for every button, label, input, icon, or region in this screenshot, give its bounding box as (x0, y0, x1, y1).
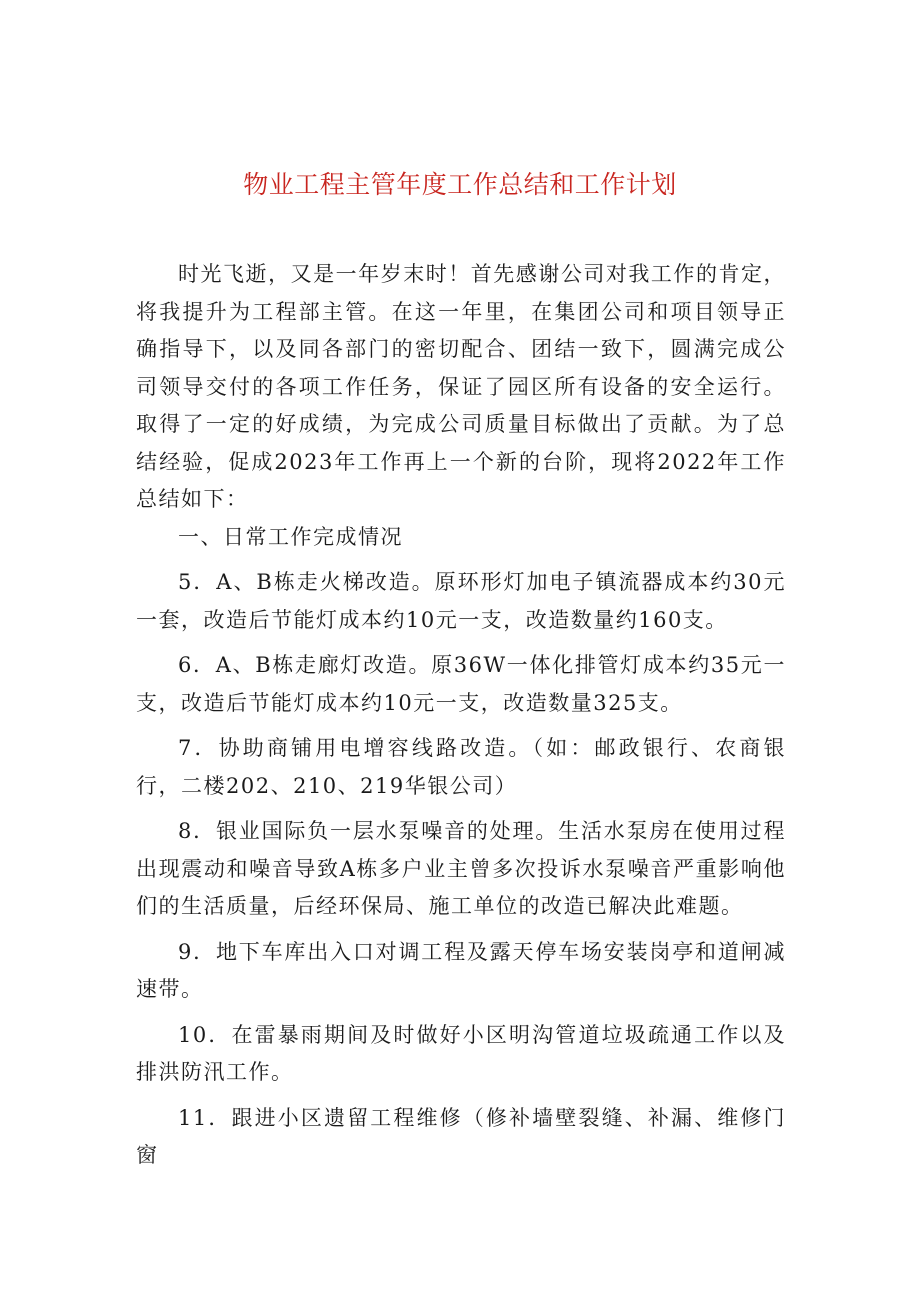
list-item-9: 9．地下车库出入口对调工程及露天停车场安装岗亭和道闸减速带。 (136, 939, 786, 1001)
list-item-8: 8．银业国际负一层水泵噪音的处理。生活水泵房在使用过程出现震动和噪音导致A栋多户业主曾多次投诉水泵噪音严重影响他们的生活质量，后经环保局、施工单位的改造已解决此难题。 (136, 819, 786, 918)
list-item-6: 6．A、B栋走廊灯改造。原36W一体化排管灯成本约35元一支，改造后节能灯成本约10元一支，改造数量325支。 (136, 653, 786, 715)
list-item-10: 10．在雷暴雨期间及时做好小区明沟管道垃圾疏通工作以及排洪防汛工作。 (136, 1022, 786, 1084)
section-heading: 一、日常工作完成情况 (178, 524, 403, 549)
list-item-11: 11．跟进小区遗留工程维修（修补墙壁裂缝、补漏、维修门窗 (136, 1105, 786, 1167)
document-body (136, 256, 786, 1175)
list-item-7: 7．协助商铺用电增容线路改造。（如：邮政银行、农商银行，二楼202、210、219华银公司） (136, 736, 786, 798)
document-title: 物业工程主管年度工作总结和工作计划 (243, 170, 677, 199)
intro-paragraph: 时光飞逝，又是一年岁末时！首先感谢公司对我工作的肯定，将我提升为工程部主管。在这一年里，在集团公司和项目领导正确指导下，以及同各部门的密切配合、团结一致下，圆满完成公司领导交付的各项工作任务，保证了园区所有设备的安全运行。取得了一定的好成绩，为完成公司质量目标做出了贡献。为了总结经验，促成2023年工作再上一个新的台阶，现将2022年工作总结如下： (136, 262, 786, 511)
list-item-5: 5．A、B栋走火梯改造。原环形灯加电子镇流器成本约30元一套，改造后节能灯成本约10元一支，改造数量约160支。 (136, 570, 786, 632)
